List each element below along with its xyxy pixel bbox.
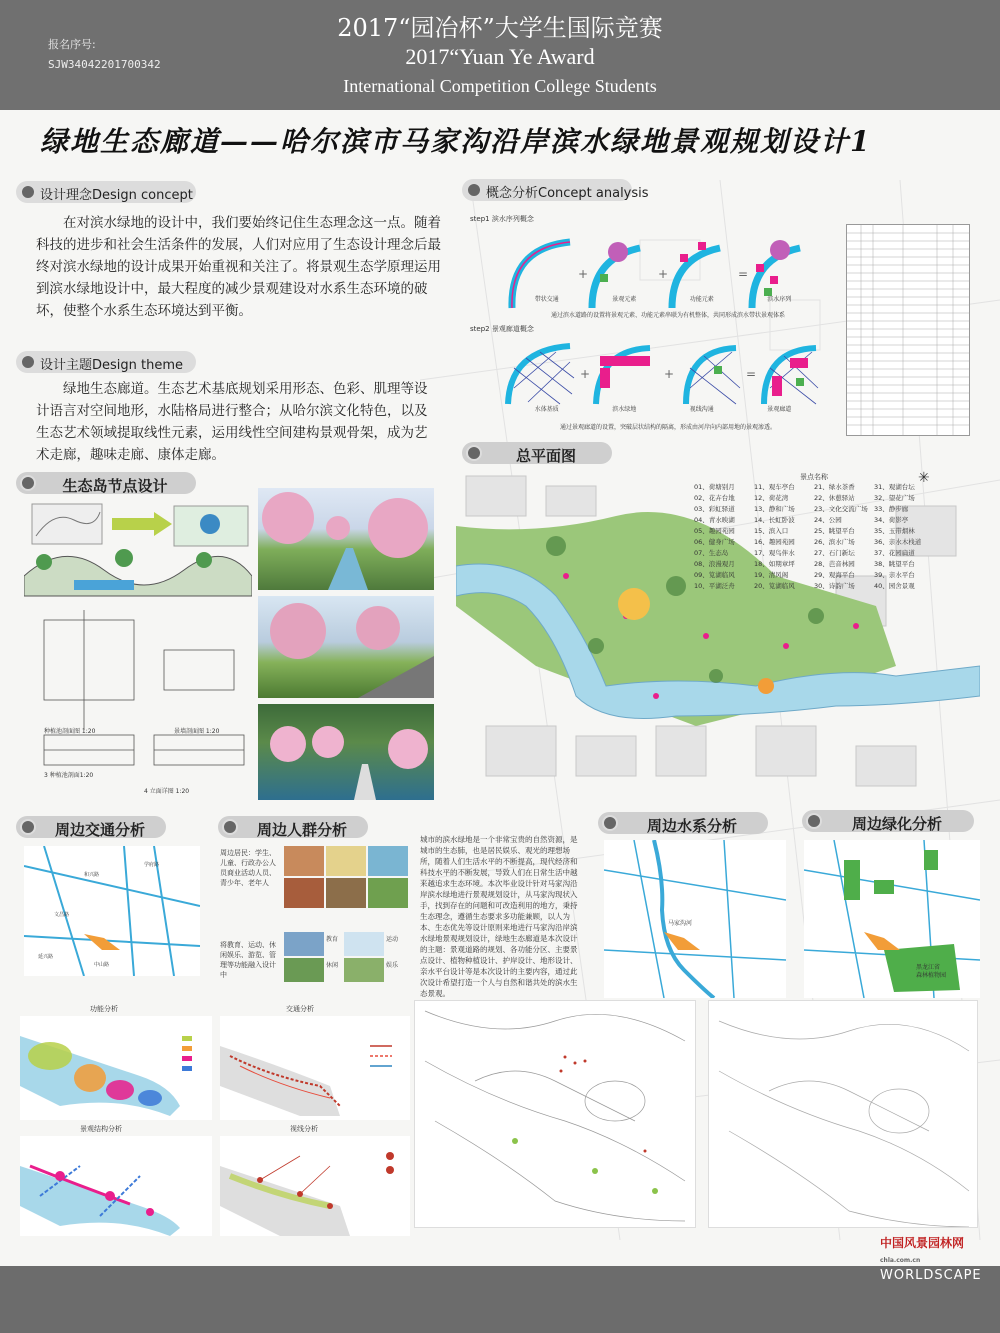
crowd-tag-education: 教育 xyxy=(326,936,339,943)
step2-diagram xyxy=(500,338,820,408)
planting-plan-drawing xyxy=(414,1000,696,1228)
step2-item-1: 水体基质 xyxy=(534,406,559,413)
step1-item-3: 功能元素 xyxy=(689,296,714,303)
crowd-description: 城市的滨水绿地是一个非常宝贵的自然资源，是城市的生态肺，也是居民娱乐、观光的理想场所，随着人们生活水平的不断提高，现代经济和科技水平的不断发展，导致人们在日常生活中越来越追求生态环境。本次毕业设计针对马家沟沿岸滨水绿地进行景观规划设计，从马家沟现状入手，找到存在的问题和可改造利用的地方，秉持生态理念，遵循生态要求多功能兼顾，以人为本、生态优先等设计原则来地进行马家沟沿岸滨水绿地景观规划设计，绿地生态廊道是本次设计的主题：景观道路的规划、各功能分区、主要景点设计、植物种植设计、护岸设计、地形设计、亲水平台设计等是本次设计的主要内容，通过此次设计希望打造一个人与自然和谐共处的滨水生态景观。 xyxy=(420,835,578,998)
crowd-analysis-label xyxy=(218,816,368,838)
plan-legend-item: 27、石门新坛 xyxy=(814,549,855,557)
plan-legend-item: 07、生态岛 xyxy=(694,549,729,557)
logo-url-text: chla.com.cn xyxy=(880,1257,921,1264)
plan-legend-item: 19、清风阁 xyxy=(754,571,789,579)
step1-item-1: 带状交通 xyxy=(534,296,559,303)
plan-legend-item: 03、彩虹驿道 xyxy=(694,505,735,513)
registration-number: SJW34042201700342 xyxy=(48,58,161,71)
svg-text:+: + xyxy=(578,267,589,281)
plan-legend-item: 16、趣园苑园 xyxy=(754,538,795,546)
step1-item-4: 滨水序列 xyxy=(767,296,792,303)
crowd-residents-text: 周边居民：学生、儿童、行政办公人员商业活动人员、青少年、老年人 xyxy=(220,849,276,887)
concept-analysis-label xyxy=(462,179,649,201)
crowd-functions-text: 将教育、运动、休闲娱乐、游览、管理等功能融入设计中 xyxy=(220,941,276,979)
svg-text:+: + xyxy=(664,367,675,381)
svg-text:=: = xyxy=(746,367,757,381)
svg-text:✳: ✳ xyxy=(918,470,930,486)
plan-legend-item: 09、笕湖临风 xyxy=(694,571,735,579)
svg-text:和兴路: 和兴路 xyxy=(84,872,100,878)
design-theme-text: 绿地生态廊道。生态艺术基底规划采用形态、色彩、肌理等设计语言对空间地形，水陆格局进行整合；从哈尔滨文化特色，以及生态艺术领域提取线性元素，运用线性空间建构景观骨架，成为艺术走廊，趣味走廊、康体走廊。 xyxy=(36,381,428,463)
plan-legend-item: 23、文化交流广场 xyxy=(814,505,868,513)
section-bullet-icon xyxy=(466,445,482,461)
concept-analysis-label-text: 概念分析Concept analysis xyxy=(486,186,649,201)
plan-legend-item: 22、休憩驿站 xyxy=(814,494,855,502)
section-bullet-icon xyxy=(20,819,36,835)
plan-legend-item: 17、观鸟伴水 xyxy=(754,549,795,557)
plan-legend-item: 35、玉带烟林 xyxy=(874,527,915,535)
step2-label: step2 景观廊道概念 xyxy=(470,325,534,333)
design-theme-label-text: 设计主题Design theme xyxy=(40,358,184,373)
plant-species-table xyxy=(846,224,970,436)
master-plan-label xyxy=(462,442,612,464)
crowd-tag-leisure: 休闲 xyxy=(326,962,339,969)
step1-item-2: 景观元素 xyxy=(612,296,637,303)
logo-cn-text: 中国风景园林网 xyxy=(880,1236,965,1250)
sight-analysis-map xyxy=(220,1136,410,1236)
green-analysis-label xyxy=(802,810,974,832)
crowd-photo-collage xyxy=(284,846,408,982)
plan-legend-item: 25、眺望平台 xyxy=(814,527,855,535)
plan-legend-item: 30、诗韵广场 xyxy=(814,582,855,590)
transport-analysis-title: 交通分析 xyxy=(286,1005,314,1013)
plan-legend-item: 04、青水映湖 xyxy=(694,516,735,524)
step2-caption: 通过景观廊道的设置，突破层状结构的隔离，形成由河岸向内部用地的景观渗透。 xyxy=(559,424,776,431)
competition-title-cn: 2017“园冶杯”大学生国际竞赛 xyxy=(337,14,663,42)
plan-legend-item: 29、观海平台 xyxy=(814,571,855,579)
crowd-tag-sport: 运动 xyxy=(386,936,399,943)
water-analysis-label xyxy=(598,812,768,834)
step1-item-labels xyxy=(508,294,818,303)
plan-legend-item: 32、望花广场 xyxy=(874,494,915,502)
design-concept-label xyxy=(16,181,196,203)
design-concept-text: 在对滨水绿地的设计中，我们要始终记住生态理念这一点。随着科技的进步和社会生活条件的发展，人们对应用了生态设计理念后最终对滨水绿地的设计成果开始重视和关注了。将景观生态学原理运用到滨水绿地设计中，最大程度的减少景观建设对水系生态环境的破坏，使整个水系生态环境达到平衡。 xyxy=(36,215,441,319)
plan-legend-item: 33、静步廊 xyxy=(874,505,909,513)
water-analysis-map xyxy=(604,840,786,998)
plan-legend-item: 21、绿水茶香 xyxy=(814,483,855,491)
transport-analysis-map xyxy=(220,1016,410,1120)
plan-legend-column xyxy=(754,482,814,592)
section-bullet-icon xyxy=(20,354,36,370)
master-plan-label-text: 总平面图 xyxy=(515,447,576,465)
svg-text:学府路: 学府路 xyxy=(144,862,160,868)
plan-legend-item: 40、园舍景观 xyxy=(874,582,915,590)
detail-caption-3: 3 种植池剖面1:20 xyxy=(44,772,94,779)
svg-text:中山路: 中山路 xyxy=(94,962,110,968)
section-bullet-icon xyxy=(602,815,618,831)
eco-island-drawings xyxy=(24,500,252,800)
design-concept-label-text: 设计理念Design concept xyxy=(40,188,193,203)
plan-legend-item: 24、公园 xyxy=(814,516,842,524)
structure-analysis-title: 景观结构分析 xyxy=(80,1125,122,1133)
competition-title-en: 2017“Yuan Ye Award xyxy=(405,44,595,69)
plan-legend-item: 06、健身广场 xyxy=(694,538,735,546)
step1-label: step1 滨水序列概念 xyxy=(470,215,534,223)
construction-plan-drawing xyxy=(708,1000,978,1228)
competition-subtitle-en: International Competition College Students xyxy=(343,76,657,96)
green-analysis-map xyxy=(804,840,980,998)
step2-item-4: 景观廊道 xyxy=(767,406,792,413)
section-bullet-icon xyxy=(20,475,36,491)
svg-text:+: + xyxy=(580,367,591,381)
section-bullet-icon xyxy=(806,813,822,829)
green-place-1: 黑龙江省 xyxy=(916,964,941,971)
plan-legend-column xyxy=(694,482,754,592)
water-place-label: 马家沟河 xyxy=(668,920,693,927)
eco-island-label xyxy=(16,472,196,494)
footer-bar xyxy=(0,1266,1000,1333)
master-plan-map xyxy=(456,466,980,790)
plan-legend-item: 31、观湖台坛 xyxy=(874,483,915,491)
green-place-2: 森林植物园 xyxy=(916,972,947,979)
section-bullet-icon xyxy=(20,184,36,200)
detail-caption-4: 4 立面详图 1:20 xyxy=(144,788,190,795)
detail-caption-2: 景墙剖面图 1:20 xyxy=(174,728,220,735)
plan-legend-item: 15、滨入口 xyxy=(754,527,789,535)
plan-legend-item: 37、花园扁道 xyxy=(874,549,915,557)
plan-legend xyxy=(694,472,934,592)
design-theme-label xyxy=(16,351,196,373)
render-cherry-stream xyxy=(258,704,434,800)
plan-legend-item: 08、浪漫观月 xyxy=(694,560,735,568)
sight-analysis-title: 视线分析 xyxy=(290,1125,318,1133)
plan-legend-column xyxy=(814,482,874,592)
step1-caption: 通过滨水道路的设置将景观元素、功能元素串联为有机整体，共同形成滨水带状景观体系 xyxy=(550,312,785,319)
plan-legend-item: 39、亲水平台 xyxy=(874,571,915,579)
water-analysis-label-text: 周边水系分析 xyxy=(646,817,737,835)
step2-item-3: 视线沟通 xyxy=(689,406,714,413)
render-cherry-hill xyxy=(258,596,434,698)
section-bullet-icon xyxy=(466,182,482,198)
plan-legend-item: 05、趣园苑园 xyxy=(694,527,735,535)
plan-legend-item: 01、荷塘别月 xyxy=(694,483,735,491)
plan-legend-item: 20、笕湖临风 xyxy=(754,582,795,590)
crowd-analysis-label-text: 周边人群分析 xyxy=(256,821,347,839)
structure-analysis-map xyxy=(20,1136,212,1236)
function-analysis-map xyxy=(20,1016,212,1120)
step2-item-2: 滨水绿地 xyxy=(612,406,637,413)
plan-legend-item: 38、眺望平台 xyxy=(874,560,915,568)
plan-legend-title: 景点名称 xyxy=(800,473,828,481)
plan-legend-item: 11、观车亭台 xyxy=(754,483,795,491)
detail-caption-1: 种植池剖面图 1:20 xyxy=(44,728,96,735)
crowd-tag-entertainment: 娱乐 xyxy=(386,962,399,969)
traffic-analysis-label xyxy=(16,816,166,838)
plan-legend-column xyxy=(874,482,934,592)
plan-legend-item: 28、芭音林园 xyxy=(814,560,855,568)
plan-legend-item: 13、静和广场 xyxy=(754,505,795,513)
plan-legend-item: 36、亲水木栈道 xyxy=(874,538,922,546)
plan-legend-item: 34、荷影亭 xyxy=(874,516,909,524)
step1-diagram xyxy=(500,228,820,318)
svg-text:=: = xyxy=(738,267,749,281)
svg-text:文昌路: 文昌路 xyxy=(54,912,70,918)
section-bullet-icon xyxy=(222,819,238,835)
plan-legend-item: 02、花卉台地 xyxy=(694,494,735,502)
render-cherry-path xyxy=(258,488,434,590)
plan-legend-item: 18、如期章坪 xyxy=(754,560,795,568)
plan-legend-item: 26、滨水广场 xyxy=(814,538,855,546)
header-banner xyxy=(0,0,1000,110)
registration-label: 报名序号: xyxy=(48,38,96,51)
svg-text:延兴路: 延兴路 xyxy=(38,954,54,960)
plan-legend-item: 10、平湖泛舟 xyxy=(694,582,735,590)
svg-text:+: + xyxy=(658,267,669,281)
traffic-analysis-label-text: 周边交通分析 xyxy=(54,821,145,839)
china-landscape-logo xyxy=(880,1234,1000,1265)
green-analysis-label-text: 周边绿化分析 xyxy=(851,815,942,833)
eco-island-label-text: 生态岛节点设计 xyxy=(62,477,168,495)
traffic-analysis-map xyxy=(24,846,200,976)
worldscape-logo: WORLDSCAPE xyxy=(880,1268,982,1283)
main-title: 绿地生态廊道——哈尔滨市马家沟沿岸滨水绿地景观规划设计1 xyxy=(40,125,872,158)
function-analysis-title: 功能分析 xyxy=(90,1005,118,1013)
plan-legend-item: 12、荷花湾 xyxy=(754,494,789,502)
plan-legend-item: 14、长虹卧波 xyxy=(754,516,795,524)
step2-item-labels xyxy=(508,404,818,413)
